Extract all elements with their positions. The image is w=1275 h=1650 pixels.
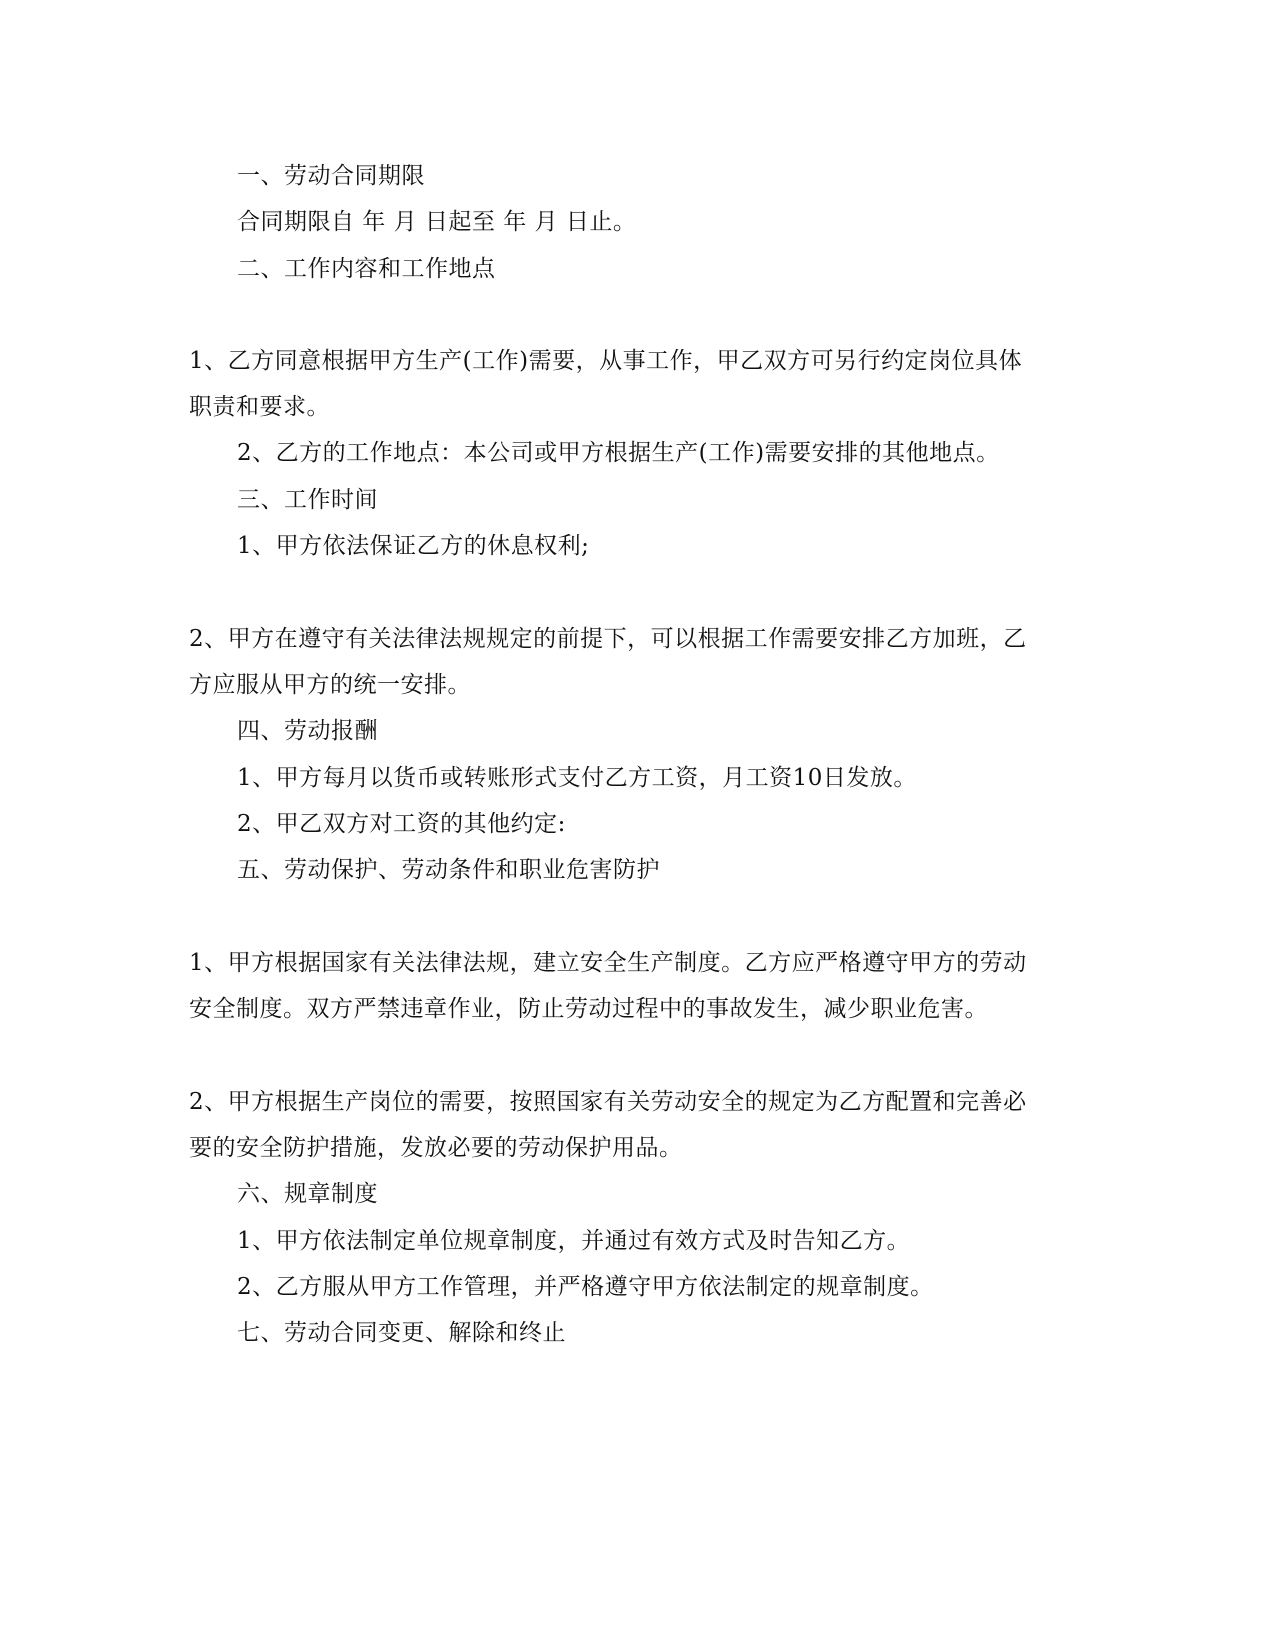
paragraph-line: 1、甲方依法保证乙方的休息权利; <box>237 533 590 559</box>
paragraph-line: 2、乙方的工作地点：本公司或甲方根据生产(工作)需要安排的其他地点。 <box>237 440 1000 466</box>
paragraph-line: 安全制度。双方严禁违章作业，防止劳动过程中的事故发生，减少职业危害。 <box>189 996 988 1022</box>
section-heading-3: 三、工作时间 <box>237 487 378 513</box>
section-heading-5: 五、劳动保护、劳动条件和职业危害防护 <box>237 857 660 883</box>
section-heading-4: 四、劳动报酬 <box>237 718 378 744</box>
contract-term-text: 合同期限自 年 月 日起至 年 月 日止。 <box>237 209 637 235</box>
paragraph-line: 2、乙方服从甲方工作管理，并严格遵守甲方依法制定的规章制度。 <box>237 1274 934 1300</box>
paragraph-line: 职责和要求。 <box>189 394 330 420</box>
paragraph-line: 2、甲方根据生产岗位的需要，按照国家有关劳动安全的规定为乙方配置和完善必 <box>189 1089 1027 1115</box>
section-heading-7: 七、劳动合同变更、解除和终止 <box>237 1320 566 1346</box>
paragraph-line: 1、乙方同意根据甲方生产(工作)需要，从事工作，甲乙双方可另行约定岗位具体 <box>189 348 1023 374</box>
paragraph-line: 2、甲乙双方对工资的其他约定: <box>237 811 566 837</box>
paragraph-line: 要的安全防护措施，发放必要的劳动保护用品。 <box>189 1135 683 1161</box>
section-heading-2: 二、工作内容和工作地点 <box>237 256 496 282</box>
section-heading-6: 六、规章制度 <box>237 1181 378 1207</box>
paragraph-line: 2、甲方在遵守有关法律法规规定的前提下，可以根据工作需要安排乙方加班，乙 <box>189 626 1027 652</box>
paragraph-line: 1、甲方每月以货币或转账形式支付乙方工资，月工资10日发放。 <box>237 765 917 791</box>
paragraph-line: 方应服从甲方的统一安排。 <box>189 672 471 698</box>
paragraph-line: 1、甲方根据国家有关法律法规，建立安全生产制度。乙方应严格遵守甲方的劳动 <box>189 950 1027 976</box>
paragraph-line: 1、甲方依法制定单位规章制度，并通过有效方式及时告知乙方。 <box>237 1228 911 1254</box>
section-heading-1: 一、劳动合同期限 <box>237 163 425 189</box>
